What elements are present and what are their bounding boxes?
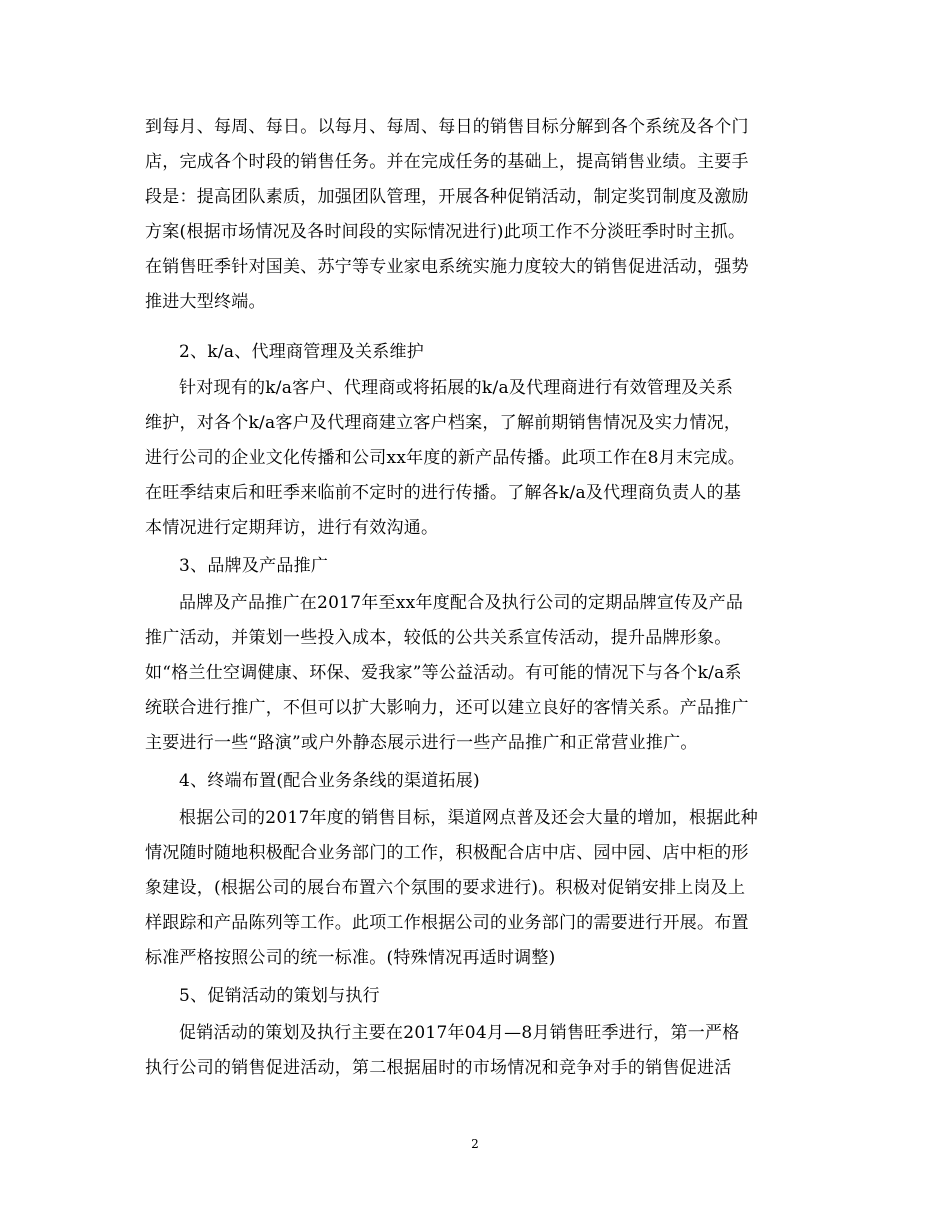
body-text-line: 推广活动，并策划一些投入成本，较低的公共关系宣传活动，提升品牌形象。	[145, 628, 732, 648]
body-text-line: 在旺季结束后和旺季来临前不定时的进行传播。了解各k/a及代理商负责人的基	[145, 483, 742, 503]
body-text-line: 统联合进行推广，不但可以扩大影响力，还可以建立良好的客情关系。产品推广	[145, 698, 749, 718]
section-heading-5: 5、促销活动的策划与执行	[179, 986, 380, 1006]
body-text-line: 主要进行一些“路演”或户外静态展示进行一些产品推广和正常营业推广。	[145, 733, 698, 753]
body-text-line: 情况随时随地积极配合业务部门的工作，积极配合店中店、园中园、店中柜的形	[145, 843, 749, 863]
body-text-line: 本情况进行定期拜访，进行有效沟通。	[145, 518, 439, 538]
page-number: 2	[471, 1137, 479, 1151]
body-text-line: 标准严格按照公司的统一标准。(特殊情况再适时调整)	[145, 948, 556, 968]
body-text-line: 品牌及产品推广在2017年至xx年度配合及执行公司的定期品牌宣传及产品	[179, 593, 744, 613]
body-text-line: 在销售旺季针对国美、苏宁等专业家电系统实施力度较大的销售促进活动，强势	[145, 257, 749, 277]
body-text-line: 促销活动的策划及执行主要在2017年04月—8月销售旺季进行，第一严格	[179, 1023, 740, 1043]
body-text-line: 进行公司的企业文化传播和公司xx年度的新产品传播。此项工作在8月末完成。	[145, 448, 745, 468]
body-text-line: 如“格兰仕空调健康、环保、爱我家”等公益活动。有可能的情况下与各个k/a系	[145, 663, 742, 683]
section-heading-2: 2、k/a、代理商管理及关系维护	[179, 342, 424, 362]
body-text-line: 象建设，(根据公司的展台布置六个氛围的要求进行)。积极对促销安排上岗及上	[145, 878, 746, 898]
body-text-line: 推进大型终端。	[145, 292, 266, 312]
body-text-line: 维护，对各个k/a客户及代理商建立客户档案，了解前期销售情况及实力情况，	[145, 413, 742, 433]
body-text-line: 样跟踪和产品陈列等工作。此项工作根据公司的业务部门的需要进行开展。布置	[145, 913, 749, 933]
body-text-line: 段是：提高团队素质，加强团队管理，开展各种促销活动，制定奖罚制度及激励	[145, 187, 749, 207]
body-text-line: 根据公司的2017年度的销售目标，渠道网点普及还会大量的增加，根据此种	[179, 808, 759, 828]
body-text-line: 到每月、每周、每日。以每月、每周、每日的销售目标分解到各个系统及各个门	[145, 117, 749, 137]
body-text-line: 执行公司的销售促进活动，第二根据届时的市场情况和竞争对手的销售促进活	[145, 1058, 732, 1078]
body-text-line: 店，完成各个时段的销售任务。并在完成任务的基础上，提高销售业绩。主要手	[145, 152, 749, 172]
section-heading-4: 4、终端布置(配合业务条线的渠道拓展)	[179, 771, 480, 791]
body-text-line: 针对现有的k/a客户、代理商或将拓展的k/a及代理商进行有效管理及关系	[179, 378, 734, 398]
body-text-line: 方案(根据市场情况及各时间段的实际情况进行)此项工作不分淡旺季时时主抓。	[145, 222, 746, 242]
section-heading-3: 3、品牌及产品推广	[179, 556, 329, 576]
